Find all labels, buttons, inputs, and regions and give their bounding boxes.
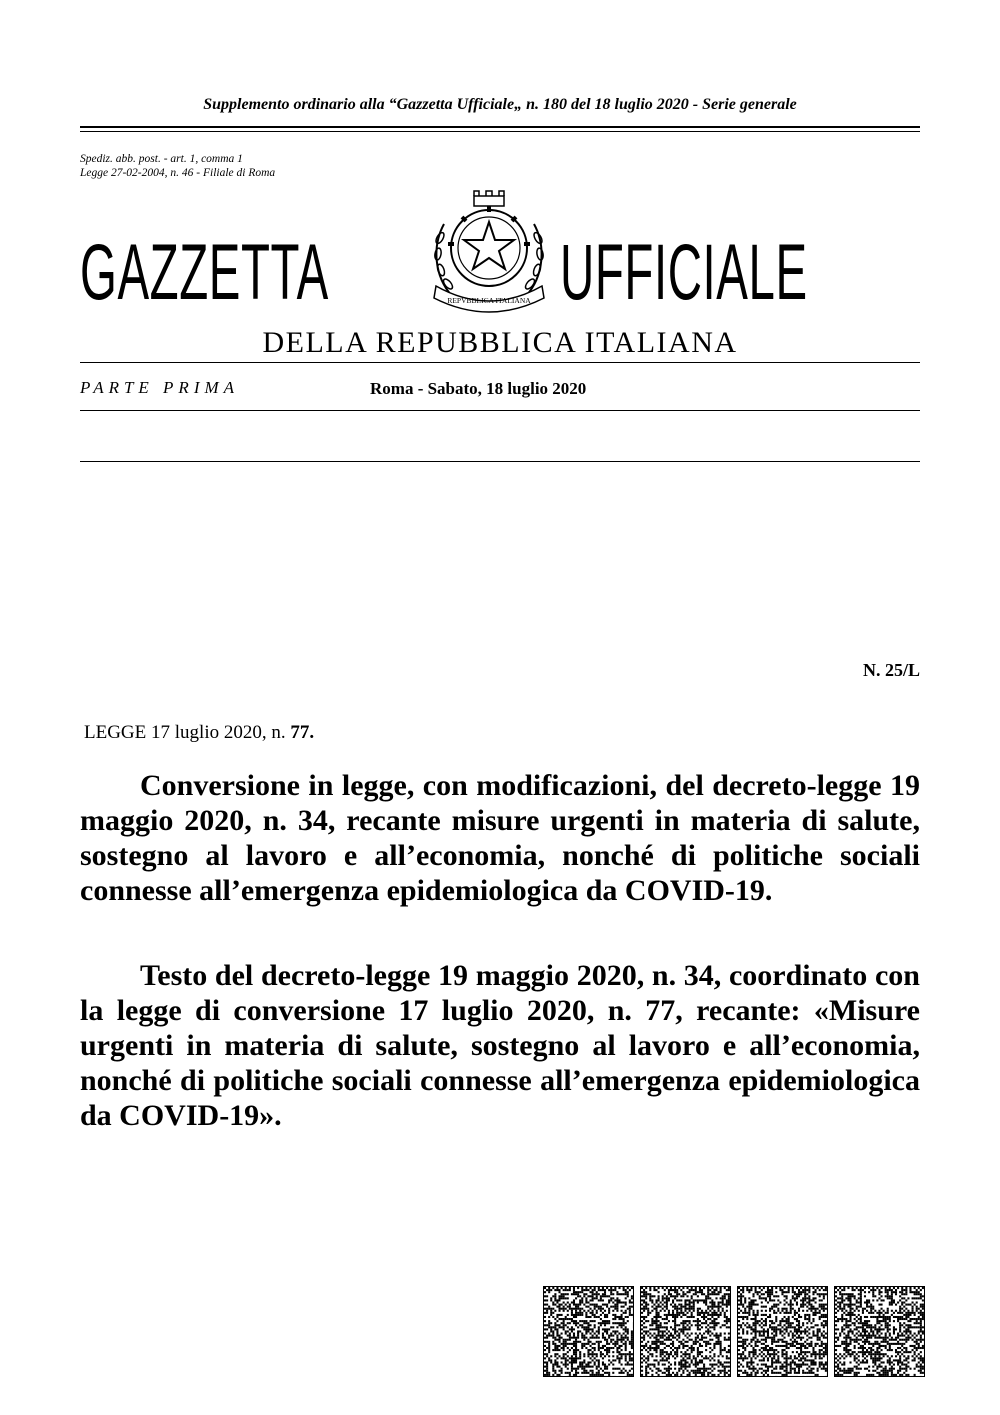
header-rule-thin: [80, 131, 920, 132]
supplement-line: Supplemento ordinario alla “Gazzetta Ufficiale„ n. 180 del 18 luglio 2020 - Serie generale: [203, 96, 797, 113]
coordinated-text-paragraph: Testo del decreto-legge 19 maggio 2020, n. 34, coordinato con la legge di conversione 17 luglio 2020, n. 77, recante: «Misure urgenti in materia di salute, sostegno al lavoro e all’economia, nonché di politiche sociali connesse all’emergenza epidemiologica da COVID-19».: [80, 959, 920, 1132]
law-prefix: LEGGE 17 luglio 2020, n.: [84, 722, 291, 743]
section-rule: [80, 461, 920, 462]
barcode-3: [737, 1286, 828, 1377]
postal-line-1: Spediz. abb. post. - art. 1, comma 1: [80, 153, 243, 165]
law-title-paragraph: Conversione in legge, con modificazioni, del decreto-legge 19 maggio 2020, n. 34, recante misure urgenti in materia di salute, sostegno al lavoro e all’economia, nonché di politiche sociali connesse all’emergenza epidemiologica da COVID-19.: [80, 769, 920, 907]
masthead-title-right: UFFICIALE: [560, 227, 808, 316]
edition-rule: [80, 410, 920, 411]
emblem-ribbon-text: REPVBBLICA ITALIANA: [447, 296, 531, 305]
law-reference: [84, 722, 314, 744]
subtitle-rule: [80, 362, 920, 363]
postal-line-2: Legge 27-02-2004, n. 46 - Filiale di Roma: [80, 167, 276, 179]
masthead-title-left: GAZZETTA: [80, 227, 329, 316]
header-rule-thick: [80, 126, 920, 128]
edition-date: Roma - Sabato, 18 luglio 2020: [370, 379, 587, 398]
barcode-4: [834, 1286, 925, 1377]
issue-number: N. 25/L: [862, 660, 920, 680]
law-number: 77.: [290, 722, 315, 743]
barcode-1: [543, 1286, 634, 1377]
republic-emblem: [424, 186, 554, 316]
masthead-subtitle: DELLA REPUBBLICA ITALIANA: [262, 326, 738, 359]
postal-info: [80, 152, 275, 180]
edition-part: PARTE PRIMA: [80, 378, 240, 397]
barcode-2: [640, 1286, 731, 1377]
